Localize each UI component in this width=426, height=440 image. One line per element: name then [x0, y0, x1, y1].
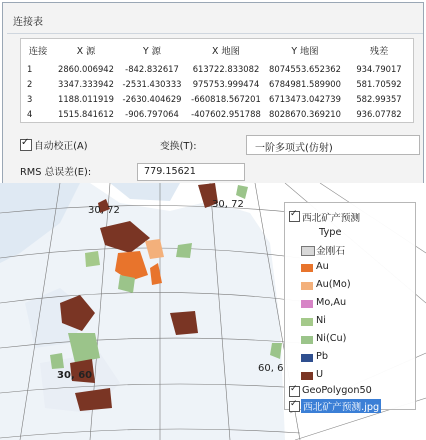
window-title: 连接表 — [13, 17, 43, 28]
check-icon: ✓ — [21, 137, 30, 148]
cell-residual: 581.70592 — [356, 78, 402, 89]
cell-y-source: -2531.430333 — [122, 78, 182, 89]
legend-swatch — [301, 264, 313, 272]
cell-link: 4 — [27, 108, 33, 119]
column-header-residual[interactable]: 残差 — [369, 46, 389, 57]
cell-x-source: 1188.011919 — [58, 93, 114, 104]
cell-residual: 934.79017 — [356, 63, 402, 74]
column-header-y-map[interactable]: Y 地图 — [291, 46, 319, 57]
cell-y-source: -842.832617 — [125, 63, 179, 74]
cell-x-map: 613722.833082 — [192, 63, 260, 74]
table-row[interactable] — [21, 106, 413, 121]
legend-label: Ni — [316, 315, 326, 326]
cell-residual: 582.99357 — [356, 93, 402, 104]
legend-swatch — [301, 354, 313, 362]
map-label: 30, 60 — [57, 370, 93, 381]
layer-checkbox[interactable] — [289, 386, 300, 397]
check-icon: ✓ — [290, 399, 298, 409]
cell-link: 1 — [27, 63, 33, 74]
legend-swatch — [301, 336, 313, 344]
layer-name: GeoPolygon50 — [302, 385, 372, 396]
legend-label: Au(Mo) — [316, 279, 351, 290]
cell-x-map: 975753.999474 — [192, 78, 260, 89]
legend-label: Au — [316, 261, 329, 272]
deposit-ni — [176, 243, 192, 258]
table-row[interactable] — [21, 91, 413, 106]
cell-x-map: -407602.951788 — [191, 108, 261, 119]
cell-x-source: 2860.006942 — [58, 63, 114, 74]
cell-y-source: -2630.404629 — [122, 93, 182, 104]
cell-y-map: 6784981.589900 — [269, 78, 341, 89]
check-icon: ✓ — [290, 384, 298, 394]
rms-label: RMS 总误差(E): — [20, 167, 92, 178]
transform-value: 一阶多项式(仿射) — [255, 143, 333, 154]
field-label: Type — [319, 227, 342, 238]
deposit-ni-cu — [50, 353, 64, 369]
legend-swatch — [301, 282, 313, 290]
rms-value: 779.15621 — [144, 166, 196, 177]
map-label: 60, 6 — [258, 363, 284, 374]
cell-x-source: 1515.841612 — [58, 108, 114, 119]
layer-checkbox[interactable] — [289, 401, 300, 412]
layer-legend-panel[interactable] — [284, 202, 416, 413]
column-header-y-source[interactable]: Y 源 — [143, 46, 161, 57]
map-label: 30, 72 — [212, 199, 244, 210]
transform-label: 变换(T): — [160, 141, 197, 152]
link-table[interactable] — [20, 38, 414, 123]
layer-name: 西北矿产预测 — [302, 213, 361, 224]
link-table-grid — [21, 39, 413, 121]
legend-swatch — [301, 300, 313, 308]
cell-link: 3 — [27, 93, 33, 104]
map-label: 30, 72 — [88, 205, 120, 216]
transform-dropdown[interactable] — [246, 135, 420, 155]
auto-correct-label: 自动校正(A) — [34, 141, 88, 152]
cell-y-map: 8028670.369210 — [269, 108, 341, 119]
legend-label: U — [316, 369, 324, 380]
table-row[interactable] — [21, 76, 413, 91]
legend-swatch — [301, 318, 313, 326]
auto-correct-box[interactable] — [20, 139, 32, 151]
cell-y-source: -906.797064 — [125, 108, 179, 119]
legend-label: 金刚石 — [316, 246, 346, 257]
cell-link: 2 — [27, 78, 33, 89]
cell-y-map: 8074553.652362 — [269, 63, 341, 74]
legend-swatch — [301, 246, 315, 256]
legend-label: Ni(Cu) — [316, 333, 347, 344]
layer-name-selected: 西北矿产预测.jpg — [301, 399, 381, 413]
column-header-link[interactable]: 连接 — [28, 46, 48, 57]
table-row[interactable] — [21, 61, 413, 76]
table-header-row — [21, 39, 413, 61]
legend-label: Pb — [316, 351, 328, 362]
column-header-x-map[interactable]: X 地图 — [212, 46, 240, 57]
cell-x-source: 3347.333942 — [58, 78, 114, 89]
auto-correct-checkbox[interactable] — [20, 137, 110, 153]
cell-y-map: 6713473.042739 — [269, 93, 341, 104]
title-divider — [7, 33, 423, 34]
legend-label: Mo,Au — [316, 297, 347, 308]
check-icon: ✓ — [290, 209, 298, 219]
layer-checkbox[interactable] — [289, 211, 300, 222]
column-header-x-source[interactable]: X 源 — [76, 46, 96, 57]
cell-x-map: -660818.567201 — [191, 93, 261, 104]
deposit-ni — [85, 251, 100, 267]
rms-error-field — [137, 163, 245, 181]
cell-residual: 936.07782 — [356, 108, 402, 119]
legend-swatch — [301, 372, 313, 380]
